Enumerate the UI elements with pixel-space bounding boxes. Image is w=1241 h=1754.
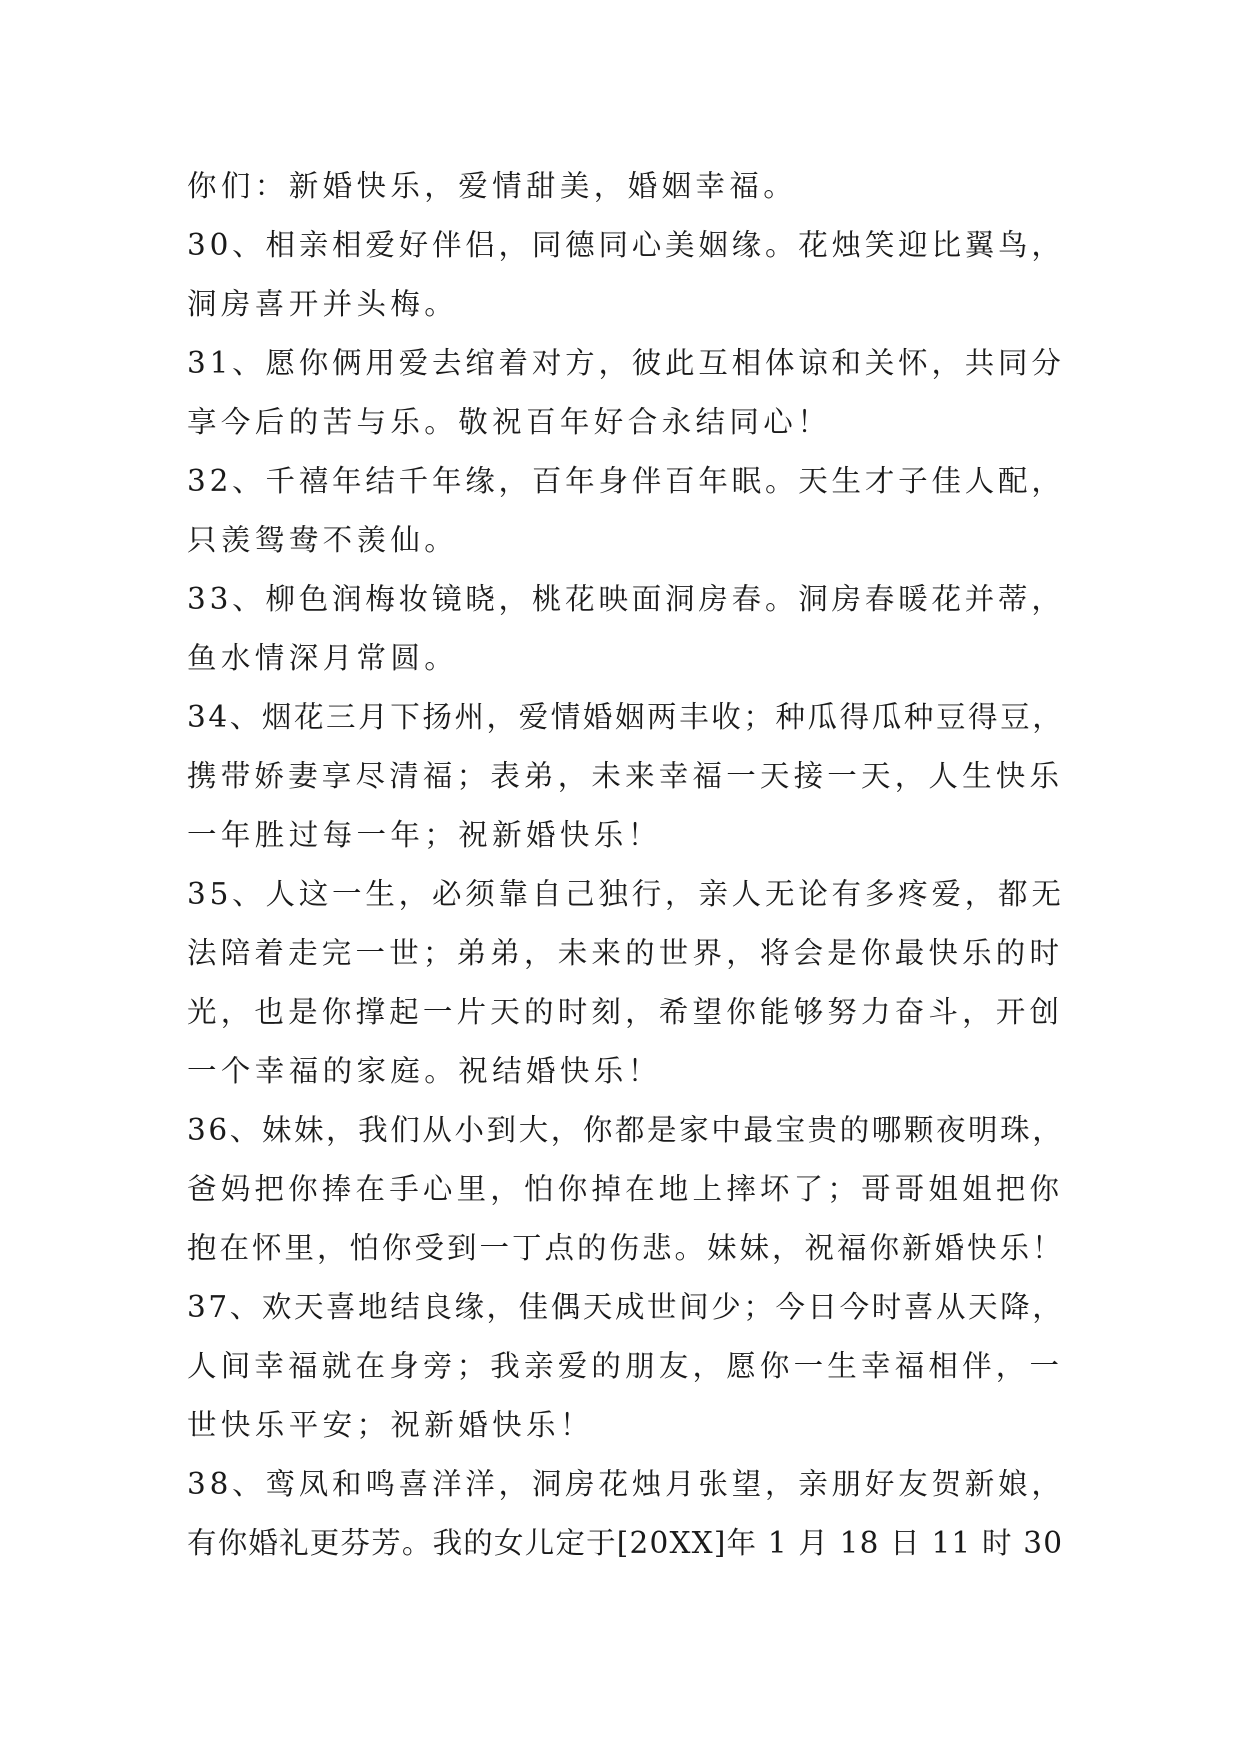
text-line: 一个幸福的家庭。祝结婚快乐！ [187, 1054, 662, 1088]
text-line: 38、鸾凤和鸣喜洋洋，洞房花烛月张望，亲朋好友贺新娘， [187, 1467, 1065, 1501]
text-line: 33、柳色润梅妆镜晓，桃花映面洞房春。洞房春暖花并蒂， [187, 582, 1065, 616]
text-line: 32、千禧年结千年缘，百年身伴百年眠。天生才子佳人配， [187, 464, 1065, 498]
text-line: 享今后的苦与乐。敬祝百年好合永结同心！ [187, 405, 832, 439]
text-line: 洞房喜开并头梅。 [187, 287, 459, 321]
document-body [187, 157, 1067, 1573]
text-line: 法陪着走完一世；弟弟，未来的世界，将会是你最快乐的时 [187, 936, 1064, 970]
text-line: 31、愿你俩用爱去绾着对方，彼此互相体谅和关怀，共同分 [187, 346, 1065, 380]
text-line: 人间幸福就在身旁；我亲爱的朋友，愿你一生幸福相伴，一 [187, 1349, 1064, 1383]
text-line: 36、妹妹，我们从小到大，你都是家中最宝贵的哪颗夜明珠， [187, 1113, 1065, 1147]
text-line: 携带娇妻享尽清福；表弟，未来幸福一天接一天，人生快乐 [187, 759, 1064, 793]
text-line: 抱在怀里，怕你受到一丁点的伤悲。妹妹，祝福你新婚快乐！ [187, 1231, 1065, 1265]
text-line: 你们：新婚快乐，爱情甜美，婚姻幸福。 [187, 169, 798, 203]
text-line: 37、欢天喜地结良缘，佳偶天成世间少；今日今时喜从天降， [187, 1290, 1065, 1324]
text-line: 爸妈把你捧在手心里，怕你掉在地上摔坏了；哥哥姐姐把你 [187, 1172, 1064, 1206]
text-line: 有你婚礼更芬芳。我的女儿定于[20XX]年 1 月 18 日 11 时 30 [187, 1526, 1064, 1560]
text-line: 鱼水情深月常圆。 [187, 641, 459, 675]
text-line: 34、烟花三月下扬州，爱情婚姻两丰收；种瓜得瓜种豆得豆， [187, 700, 1065, 734]
text-line: 一年胜过每一年；祝新婚快乐！ [187, 818, 662, 852]
text-line: 只羡鸳鸯不羡仙。 [187, 523, 459, 557]
text-line: 光，也是你撑起一片天的时刻，希望你能够努力奋斗，开创 [187, 995, 1064, 1029]
text-line: 35、人这一生，必须靠自己独行，亲人无论有多疼爱，都无 [187, 877, 1065, 911]
text-line: 世快乐平安；祝新婚快乐！ [187, 1408, 594, 1442]
text-line: 30、相亲相爱好伴侣，同德同心美姻缘。花烛笑迎比翼鸟， [187, 228, 1065, 262]
